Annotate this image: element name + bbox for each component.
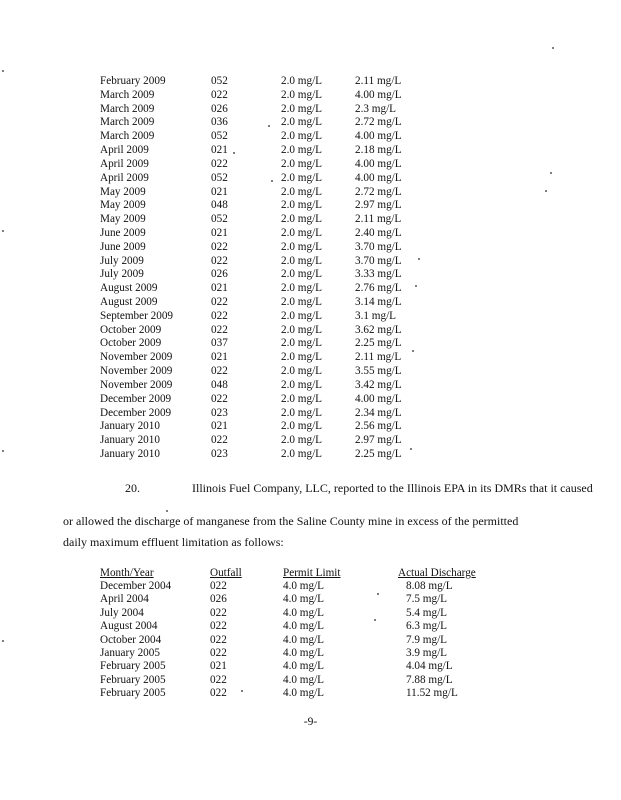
page-number: -9- xyxy=(303,716,318,728)
cell-month: April 2009 xyxy=(100,144,149,157)
cell-month: August 2009 xyxy=(100,282,158,295)
cell-limit: 2.0 mg/L xyxy=(281,406,323,419)
cell-limit: 2.0 mg/L xyxy=(281,351,323,364)
table-row xyxy=(100,103,425,117)
cell-outfall: 021 xyxy=(211,226,228,239)
cell-limit: 2.0 mg/L xyxy=(281,157,323,170)
cell-outfall: 022 xyxy=(210,580,227,592)
cell-discharge: 7.5 mg/L xyxy=(406,593,448,606)
table-row xyxy=(100,580,506,593)
cell-limit: 4.0 mg/L xyxy=(283,647,325,660)
cell-discharge: 3.1 mg/L xyxy=(355,309,397,322)
cell-discharge: 3.62 mg/L xyxy=(355,323,402,336)
table-row xyxy=(100,75,425,89)
table-row xyxy=(100,241,425,255)
cell-outfall: 022 xyxy=(210,673,227,686)
cell-outfall: 022 xyxy=(211,309,228,322)
cell-month: August 2004 xyxy=(100,620,158,633)
table-row xyxy=(100,647,506,660)
cell-limit: 2.0 mg/L xyxy=(281,116,323,129)
cell-discharge: 2.25 mg/L xyxy=(355,337,402,350)
table-row xyxy=(100,116,425,130)
scan-speckle xyxy=(233,152,235,154)
table-row xyxy=(100,130,425,144)
cell-month: January 2005 xyxy=(100,647,160,660)
cell-month: June 2009 xyxy=(100,226,146,239)
table-row xyxy=(100,324,425,338)
table-row xyxy=(100,268,425,282)
table-row xyxy=(100,282,425,296)
cell-discharge: 3.70 mg/L xyxy=(355,254,402,267)
cell-outfall: 022 xyxy=(211,392,228,405)
table-row xyxy=(100,89,425,103)
cell-outfall: 021 xyxy=(211,351,228,364)
cell-limit: 4.0 mg/L xyxy=(283,660,325,673)
cell-month: March 2009 xyxy=(100,116,155,129)
manganese-discharge-table xyxy=(100,566,506,701)
cell-limit: 2.0 mg/L xyxy=(281,365,323,378)
table-row xyxy=(100,660,506,673)
cell-month: January 2010 xyxy=(100,434,160,447)
cell-month: March 2009 xyxy=(100,130,155,143)
cell-month: April 2009 xyxy=(100,157,149,170)
cell-discharge: 7.88 mg/L xyxy=(406,673,453,686)
cell-month: February 2005 xyxy=(100,687,166,700)
header-outfall: Outfall xyxy=(210,567,242,579)
cell-discharge: 2.18 mg/L xyxy=(355,144,402,157)
cell-outfall: 022 xyxy=(211,365,228,378)
cell-month: June 2009 xyxy=(100,240,146,253)
cell-limit: 2.0 mg/L xyxy=(281,240,323,253)
table-row xyxy=(100,172,425,186)
header-permit-limit: Permit Limit xyxy=(283,567,341,579)
cell-limit: 2.0 mg/L xyxy=(281,213,323,226)
cell-limit: 2.0 mg/L xyxy=(281,199,323,212)
cell-month: January 2010 xyxy=(100,447,160,460)
cell-month: February 2005 xyxy=(100,660,166,673)
table-row xyxy=(100,448,425,462)
cell-outfall: 022 xyxy=(211,434,228,447)
cell-limit: 4.0 mg/L xyxy=(283,606,325,619)
cell-month: February 2009 xyxy=(100,75,166,87)
cell-limit: 2.0 mg/L xyxy=(281,130,323,143)
cell-outfall: 022 xyxy=(211,157,228,170)
scan-speckle xyxy=(2,230,4,232)
cell-limit: 4.0 mg/L xyxy=(283,633,325,646)
cell-limit: 2.0 mg/L xyxy=(281,282,323,295)
table-row xyxy=(100,158,425,172)
scan-speckle xyxy=(377,593,379,595)
cell-discharge: 3.42 mg/L xyxy=(355,378,402,391)
table-row xyxy=(100,393,425,407)
scan-speckle xyxy=(374,619,376,621)
cell-discharge: 8.08 mg/L xyxy=(406,580,453,592)
cell-discharge: 2.11 mg/L xyxy=(355,75,402,87)
cell-month: April 2004 xyxy=(100,593,149,606)
cell-discharge: 3.70 mg/L xyxy=(355,240,402,253)
table-row xyxy=(100,407,425,421)
scan-speckle xyxy=(2,640,4,642)
cell-limit: 4.0 mg/L xyxy=(283,673,325,686)
cell-outfall: 022 xyxy=(210,633,227,646)
cell-outfall: 022 xyxy=(211,88,228,101)
cell-month: March 2009 xyxy=(100,88,155,101)
cell-outfall: 052 xyxy=(211,213,228,226)
cell-discharge: 4.00 mg/L xyxy=(355,88,402,101)
cell-month: December 2009 xyxy=(100,406,172,419)
table-row xyxy=(100,310,425,324)
manganese-table-body xyxy=(100,580,506,701)
cell-limit: 2.0 mg/L xyxy=(281,102,323,115)
table-row xyxy=(100,687,506,700)
cell-month: May 2009 xyxy=(100,199,146,212)
header-actual-discharge: Actual Discharge xyxy=(398,567,476,579)
cell-limit: 4.0 mg/L xyxy=(283,687,325,700)
cell-outfall: 052 xyxy=(211,171,228,184)
table-row xyxy=(100,144,425,158)
cell-discharge: 3.55 mg/L xyxy=(355,365,402,378)
table-row xyxy=(100,296,425,310)
scan-speckle xyxy=(241,690,243,692)
scan-speckle xyxy=(415,285,417,287)
cell-discharge: 2.11 mg/L xyxy=(355,351,402,364)
table-row xyxy=(100,420,425,434)
cell-outfall: 021 xyxy=(211,185,228,198)
cell-limit: 2.0 mg/L xyxy=(281,420,323,433)
cell-discharge: 4.00 mg/L xyxy=(355,171,402,184)
cell-limit: 4.0 mg/L xyxy=(283,620,325,633)
cell-discharge: 2.34 mg/L xyxy=(355,406,402,419)
cell-discharge: 3.9 mg/L xyxy=(406,647,448,660)
cell-month: May 2009 xyxy=(100,213,146,226)
cell-outfall: 021 xyxy=(210,660,227,673)
cell-limit: 4.0 mg/L xyxy=(283,593,325,606)
cell-month: December 2004 xyxy=(100,580,172,592)
cell-month: July 2004 xyxy=(100,606,144,619)
cell-discharge: 2.72 mg/L xyxy=(355,185,402,198)
paragraph-20-line-2: or allowed the discharge of manganese from the Saline County mine in excess of the permitted xyxy=(63,514,519,528)
cell-limit: 2.0 mg/L xyxy=(281,309,323,322)
scan-speckle xyxy=(2,70,4,72)
scan-speckle xyxy=(545,190,547,192)
cell-limit: 2.0 mg/L xyxy=(281,144,323,157)
paragraph-text: Illinois Fuel Company, LLC, reported to the Illinois EPA in its DMRs that it caused xyxy=(192,481,593,495)
scan-speckle xyxy=(418,258,420,260)
cell-month: August 2009 xyxy=(100,296,158,308)
paragraph-number: 20. xyxy=(125,481,140,495)
cell-discharge: 4.00 mg/L xyxy=(355,130,402,143)
cell-outfall: 048 xyxy=(211,378,228,391)
cell-discharge: 4.00 mg/L xyxy=(355,157,402,170)
cell-limit: 2.0 mg/L xyxy=(281,88,323,101)
paragraph-20-line-1 xyxy=(63,481,593,495)
cell-outfall: 022 xyxy=(211,254,228,267)
discharge-table-continued xyxy=(100,75,425,462)
cell-month: January 2010 xyxy=(100,420,160,433)
cell-outfall: 022 xyxy=(210,647,227,660)
cell-discharge: 5.4 mg/L xyxy=(406,606,448,619)
scan-speckle xyxy=(412,350,414,352)
cell-outfall: 023 xyxy=(211,447,228,460)
cell-month: November 2009 xyxy=(100,365,173,378)
cell-discharge: 2.76 mg/L xyxy=(355,282,402,295)
cell-outfall: 022 xyxy=(210,620,227,633)
table-row xyxy=(100,199,425,213)
cell-discharge: 2.11 mg/L xyxy=(355,213,402,226)
scan-speckle xyxy=(271,180,273,182)
cell-discharge: 2.72 mg/L xyxy=(355,116,402,129)
paragraph-20-line-3: daily maximum effluent limitation as follows: xyxy=(63,535,284,549)
cell-discharge: 2.3 mg/L xyxy=(355,102,397,115)
cell-month: October 2009 xyxy=(100,337,162,350)
cell-month: December 2009 xyxy=(100,392,172,405)
table-row xyxy=(100,337,425,351)
cell-outfall: 022 xyxy=(210,606,227,619)
cell-outfall: 048 xyxy=(211,199,228,212)
cell-discharge: 3.33 mg/L xyxy=(355,268,402,281)
cell-outfall: 052 xyxy=(211,75,228,87)
cell-outfall: 026 xyxy=(211,102,228,115)
cell-outfall: 021 xyxy=(211,282,228,295)
cell-outfall: 037 xyxy=(211,337,228,350)
table-row xyxy=(100,434,425,448)
cell-discharge: 7.9 mg/L xyxy=(406,633,448,646)
cell-limit: 2.0 mg/L xyxy=(281,337,323,350)
cell-outfall: 021 xyxy=(211,144,228,157)
cell-discharge: 4.04 mg/L xyxy=(406,660,453,673)
scan-speckle xyxy=(550,172,552,174)
cell-limit: 2.0 mg/L xyxy=(281,323,323,336)
table-row xyxy=(100,607,506,620)
table-row xyxy=(100,365,425,379)
cell-limit: 2.0 mg/L xyxy=(281,296,323,308)
cell-month: November 2009 xyxy=(100,351,173,364)
cell-discharge: 2.25 mg/L xyxy=(355,447,402,460)
cell-month: November 2009 xyxy=(100,378,173,391)
cell-month: October 2009 xyxy=(100,323,162,336)
cell-month: October 2004 xyxy=(100,633,162,646)
cell-discharge: 2.97 mg/L xyxy=(355,434,402,447)
cell-month: September 2009 xyxy=(100,309,174,322)
cell-outfall: 022 xyxy=(211,323,228,336)
cell-limit: 2.0 mg/L xyxy=(281,226,323,239)
cell-limit: 2.0 mg/L xyxy=(281,392,323,405)
scan-speckle xyxy=(410,448,412,450)
cell-limit: 2.0 mg/L xyxy=(281,185,323,198)
cell-month: April 2009 xyxy=(100,171,149,184)
cell-outfall: 021 xyxy=(211,420,228,433)
table-row xyxy=(100,634,506,647)
cell-discharge: 6.3 mg/L xyxy=(406,620,448,633)
scan-speckle xyxy=(268,125,270,127)
scan-speckle xyxy=(166,510,168,512)
cell-month: May 2009 xyxy=(100,185,146,198)
cell-limit: 2.0 mg/L xyxy=(281,434,323,447)
cell-limit: 2.0 mg/L xyxy=(281,268,323,281)
table-row xyxy=(100,227,425,241)
cell-limit: 2.0 mg/L xyxy=(281,171,323,184)
table-header-row xyxy=(100,566,506,580)
table-row xyxy=(100,255,425,269)
discharge-table-body xyxy=(100,75,425,462)
table-row xyxy=(100,674,506,687)
table-row xyxy=(100,186,425,200)
cell-discharge: 11.52 mg/L xyxy=(406,687,458,700)
cell-limit: 2.0 mg/L xyxy=(281,75,323,87)
cell-limit: 4.0 mg/L xyxy=(283,580,325,592)
cell-outfall: 052 xyxy=(211,130,228,143)
cell-outfall: 022 xyxy=(211,296,228,308)
scan-speckle xyxy=(552,47,554,49)
cell-month: February 2005 xyxy=(100,673,166,686)
cell-month: March 2009 xyxy=(100,102,155,115)
cell-discharge: 3.14 mg/L xyxy=(355,296,402,308)
table-row xyxy=(100,213,425,227)
cell-outfall: 026 xyxy=(210,593,227,606)
scan-speckle xyxy=(2,450,4,452)
cell-outfall: 026 xyxy=(211,268,228,281)
table-row xyxy=(100,379,425,393)
cell-discharge: 2.97 mg/L xyxy=(355,199,402,212)
cell-outfall: 022 xyxy=(211,240,228,253)
cell-limit: 2.0 mg/L xyxy=(281,378,323,391)
cell-month: July 2009 xyxy=(100,268,144,281)
table-row xyxy=(100,620,506,633)
cell-outfall: 022 xyxy=(210,687,227,700)
cell-discharge: 2.56 mg/L xyxy=(355,420,402,433)
cell-limit: 2.0 mg/L xyxy=(281,447,323,460)
cell-month: July 2009 xyxy=(100,254,144,267)
cell-discharge: 2.40 mg/L xyxy=(355,226,402,239)
cell-discharge: 4.00 mg/L xyxy=(355,392,402,405)
cell-outfall: 036 xyxy=(211,116,228,129)
cell-outfall: 023 xyxy=(211,406,228,419)
header-month-year: Month/Year xyxy=(100,567,154,579)
cell-limit: 2.0 mg/L xyxy=(281,254,323,267)
table-row xyxy=(100,351,425,365)
table-row xyxy=(100,593,506,606)
